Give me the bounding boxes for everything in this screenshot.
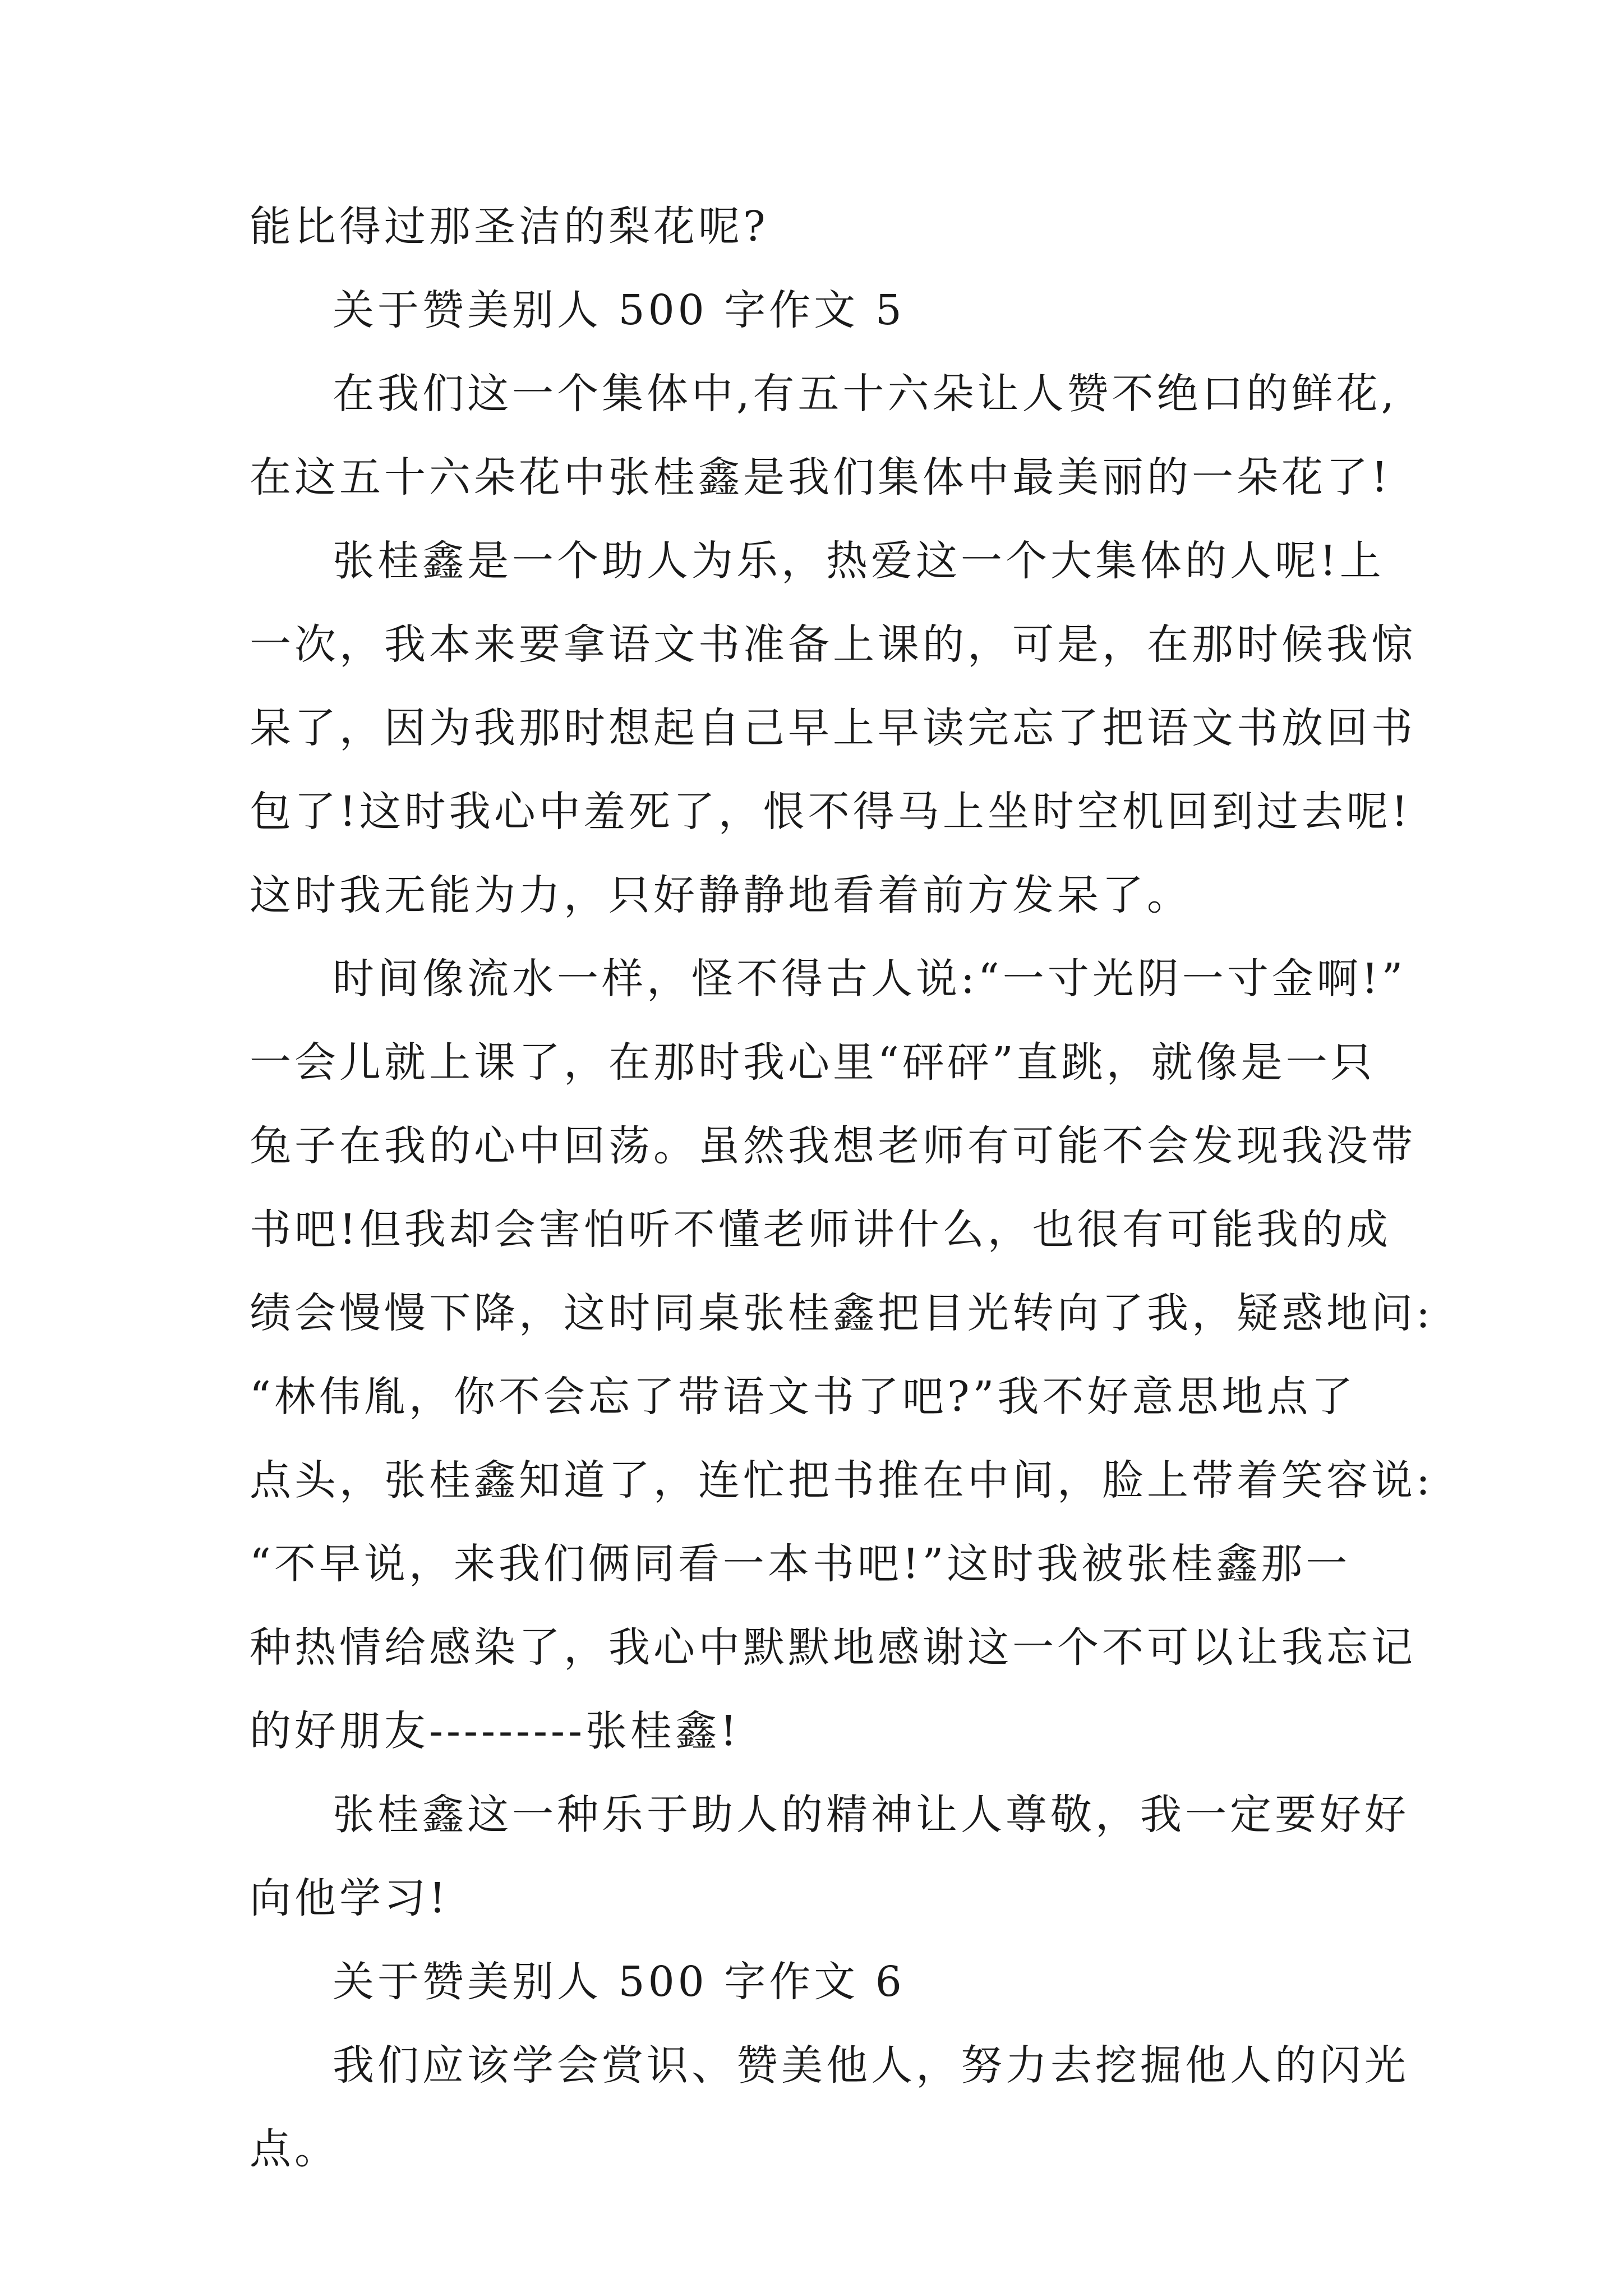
text-line: 的好朋友---------张桂鑫!: [250, 1707, 740, 1755]
text-line: 一次，我本来要拿语文书准备上课的，可是，在那时候我惊: [250, 620, 1416, 669]
text-line: “不早说，来我们俩同看一本书吧!”这时我被张桂鑫那一: [250, 1540, 1351, 1588]
text-line: 呆了，因为我那时想起自己早上早读完忘了把语文书放回书: [250, 704, 1416, 752]
text-line: 书吧!但我却会害怕听不懂老师讲什么，也很有可能我的成: [250, 1205, 1391, 1254]
text-line: 绩会慢慢下降，这时同桌张桂鑫把目光转向了我，疑惑地问:: [250, 1289, 1433, 1337]
text-line: 点头，张桂鑫知道了，连忙把书推在中间，脸上带着笑容说:: [250, 1456, 1433, 1504]
text-line: 点。: [250, 2125, 339, 2173]
text-line: 能比得过那圣洁的梨花呢?: [250, 203, 769, 251]
text-line: 种热情给感染了，我心中默默地感谢这一个不可以让我忘记: [250, 1623, 1416, 1672]
text-line: 张桂鑫是一个助人为乐，热爱这一个大集体的人呢!上: [333, 537, 1385, 585]
text-line: 张桂鑫这一种乐于助人的精神让人尊敬，我一定要好好: [333, 1791, 1409, 1839]
section-heading: 关于赞美别人 500 字作文 5: [333, 286, 905, 334]
text-line: 时间像流水一样，怪不得古人说:“一寸光阴一寸金啊!”: [333, 955, 1407, 1003]
text-line: 我们应该学会赏识、赞美他人，努力去挖掘他人的闪光: [333, 2041, 1409, 2090]
text-line: 这时我无能为力，只好静静地看着前方发呆了。: [250, 871, 1192, 919]
section-heading: 关于赞美别人 500 字作文 6: [333, 1958, 905, 2006]
text-line: “林伟胤，你不会忘了带语文书了吧?”我不好意思地点了: [250, 1373, 1357, 1421]
text-line: 在这五十六朵花中张桂鑫是我们集体中最美丽的一朵花了!: [250, 453, 1391, 501]
document-body: [250, 185, 1433, 2191]
text-line: 在我们这一个集体中,有五十六朵让人赞不绝口的鲜花,: [333, 370, 1398, 418]
text-line: 向他学习!: [250, 1874, 449, 1922]
text-line: 包了!这时我心中羞死了，恨不得马上坐时空机回到过去呢!: [250, 788, 1412, 836]
text-line: 兔子在我的心中回荡。虽然我想老师有可能不会发现我没带: [250, 1122, 1416, 1170]
text-line: 一会儿就上课了，在那时我心里“砰砰”直跳，就像是一只: [250, 1038, 1376, 1087]
